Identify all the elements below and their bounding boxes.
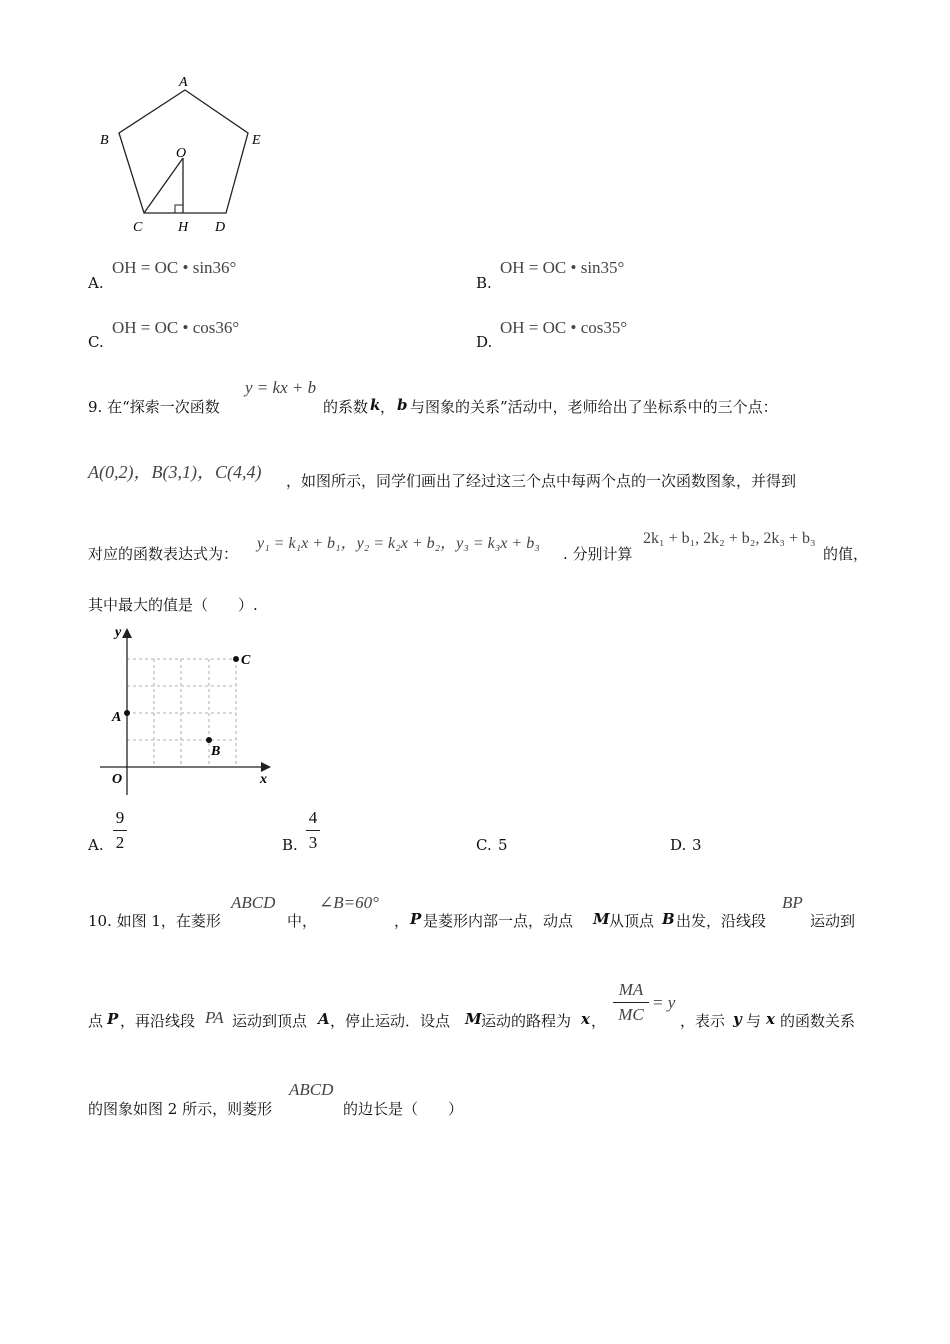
q9-line3-c: 的值， (823, 545, 869, 563)
q10-l1-bp: BP (782, 893, 803, 912)
q10-l3-b: 的边长是（ ） (343, 1100, 464, 1118)
fraction-denominator: 2 (115, 833, 125, 852)
graph-label-o: O (112, 772, 123, 787)
fraction-numerator: 4 (308, 808, 318, 827)
q8-option-d-expr: OH = OC • cos35° (500, 318, 628, 337)
q10-l1-b: 中， (287, 912, 318, 930)
q9-option-c-value: 5 (498, 836, 508, 854)
label-o: O (176, 146, 187, 161)
graph-label-a: A (112, 710, 122, 725)
fraction-numerator: 9 (115, 808, 125, 827)
q10-l2-g: ，表示 (680, 1012, 726, 1030)
q10-l1-d: 是菱形内部一点，动点 (423, 912, 574, 930)
q9-line1-k: k (370, 396, 381, 414)
q10-l1-bv: B (662, 910, 675, 928)
q9-option-c-letter: C. (476, 836, 492, 854)
q9-line3-b: . 分别计算 (563, 545, 633, 563)
q10-l2-eq: = y (652, 993, 676, 1012)
q9-option-b-letter: B. (282, 836, 298, 854)
q10-l2-h: 与 (746, 1012, 762, 1030)
q10-l2-pa: PA (205, 1008, 224, 1027)
q10-ratio-fraction (613, 980, 649, 1025)
q8-option-d-letter: D. (476, 333, 493, 351)
label-c: C (133, 220, 143, 235)
q9-line1-c: ， (380, 398, 396, 416)
q10-l1-c: ， (394, 912, 410, 930)
point-c (233, 656, 239, 662)
q8-option-a-expr: OH = OC • sin36° (112, 258, 237, 277)
q9-option-a-fraction (113, 808, 127, 853)
q9-option-d-letter: D. (670, 836, 687, 854)
q10-l2-i: 的函数关系 (780, 1012, 856, 1030)
q9-option-a-letter: A. (88, 836, 104, 854)
q9-line3-expr: 2k₁ + b₁, 2k₂ + b₂, 2k₃ + b₃ (643, 530, 816, 547)
point-b (206, 737, 212, 743)
q10-l3-a: 的图象如图 2 所示，则菱形 (88, 1100, 273, 1118)
q9-line1-bvar: b (397, 396, 408, 414)
fraction-denominator: 3 (308, 833, 318, 852)
q10-l2-p: P (107, 1010, 119, 1028)
q9-line1-d: 与图象的关系”活动中，老师给出了坐标系中的三个点： (410, 398, 778, 416)
graph-label-c: C (241, 653, 251, 668)
label-e: E (252, 133, 261, 148)
q10-l2-x: x (581, 1010, 590, 1028)
q9-line1-b: 的系数 (323, 398, 369, 416)
label-h: H (178, 220, 189, 235)
q10-l1-angle: ∠B=60° (319, 893, 379, 912)
q10-l1-m: M (593, 910, 610, 928)
q9-line1-a: 9. 在“探索一次函数 (88, 398, 220, 416)
q10-l2-y: y (733, 1010, 742, 1028)
q10-l3-abcd: ABCD (289, 1080, 334, 1099)
q9-line2-rest: ，如图所示，同学们画出了经过这三个点中每两个点的一次函数图象，并得到 (286, 472, 797, 490)
fraction-bar (306, 830, 320, 831)
q8-option-c-letter: C. (88, 333, 104, 351)
label-a: A (179, 75, 188, 90)
x-axis-arrow (261, 762, 271, 772)
q10-l2-e: 运动的路程为 (481, 1012, 572, 1030)
q8-option-b-letter: B. (476, 274, 492, 292)
q9-line3-funcs: y₁ = k₁x + b₁，y₂ = k₂x + b₂，y₃ = k₃x + b₃ (257, 535, 540, 552)
pentagon-figure (95, 70, 285, 240)
q10-l2-c: 运动到顶点 (232, 1012, 308, 1030)
q8-option-c-expr: OH = OC • cos36° (112, 318, 240, 337)
fraction-numerator: MA (618, 980, 644, 999)
q10-l2-b: ，再沿线段 (120, 1012, 196, 1030)
graph-label-y: y (115, 625, 122, 640)
fraction-bar (113, 830, 127, 831)
point-a (124, 710, 130, 716)
q10-l2-f: ， (591, 1012, 607, 1030)
q9-option-d-value: 3 (692, 836, 702, 854)
q10-l1-p: P (410, 910, 422, 928)
q9-line1-expr: y = kx + b (245, 378, 317, 397)
q10-l2-a: 点 (88, 1012, 104, 1030)
fraction-bar (613, 1002, 649, 1003)
q9-points-expr: A(0,2)，B(3,1)，C(4,4) (88, 462, 262, 482)
right-angle-mark (175, 205, 183, 213)
q10-l1-a: 10. 如图 1，在菱形 (88, 912, 221, 930)
q9-option-b-fraction (306, 808, 320, 853)
q10-l1-e: 从顶点 (609, 912, 655, 930)
q9-line3-a: 对应的函数表达式为： (88, 545, 239, 563)
label-b: B (100, 133, 109, 148)
q10-l2-d: ，停止运动．设点 (330, 1012, 451, 1030)
label-d: D (215, 220, 226, 235)
q8-option-b-expr: OH = OC • sin35° (500, 258, 625, 277)
q10-l1-abcd: ABCD (231, 893, 276, 912)
q10-l1-f: 出发，沿线段 (676, 912, 767, 930)
q9-line4: 其中最大的值是（ ）. (88, 596, 258, 614)
q8-option-a-letter: A. (88, 274, 104, 292)
q10-l2-av: A (318, 1010, 330, 1028)
coordinate-graph (95, 620, 285, 795)
q10-l2-m: M (465, 1010, 482, 1028)
q10-l2-x2: x (766, 1010, 775, 1028)
graph-label-x: x (260, 772, 267, 787)
q10-l1-g: 运动到 (810, 912, 856, 930)
graph-label-b: B (211, 744, 221, 759)
y-axis-arrow (122, 628, 132, 638)
fraction-denominator: MC (618, 1005, 644, 1024)
